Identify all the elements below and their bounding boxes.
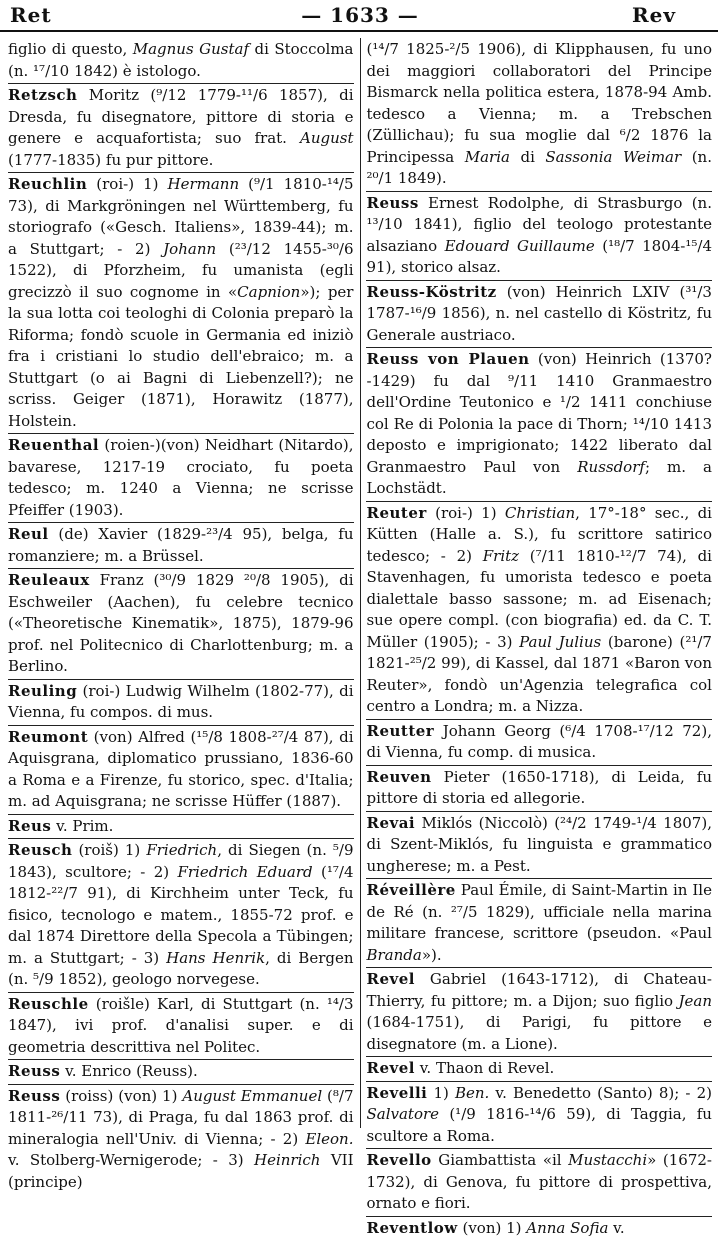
entry-headword: Reuss: [8, 1087, 60, 1105]
entry-headword: Reus: [8, 817, 51, 835]
entry-headword: Reumont: [8, 728, 88, 746]
entry-text: di Stoccolma (n. ¹⁷/10 1842) è istologo.: [8, 40, 353, 80]
entry-headword: Reusch: [8, 841, 72, 859]
entry-text: (roi-) 1): [427, 504, 505, 522]
entry-text: , di Bergen (n. ⁵/9 1852), geologo norvegese.: [8, 949, 354, 989]
italic-text: Hans Henrik: [166, 949, 265, 967]
entry-text: (⁸/7 1811-²⁶/11 73), di Praga, fu dal 1863 prof. di mineralogia nell'Univ. di Vienna; - 2): [8, 1087, 354, 1148]
entry-text: (roiš) 1): [72, 841, 146, 859]
entry-headword: Reuenthal: [8, 436, 99, 454]
entry-text: (⁷/11 1810-¹²/7 74), di Stavenhagen, fu umorista tedesco e poeta dialettale basso sassone; m. ad Eisenach; sue opere compl. (con biografia) ed. da C. T. Müller (1905); - 3): [366, 547, 712, 651]
dictionary-entry: [8, 679, 354, 725]
italic-text: Salvatore: [366, 1105, 439, 1123]
entry-text: (⁹/1 1810-¹⁴/5 73), di Markgröningen nel Württemberg, fu storiografo («Gesch. Italiens», 1839-44); m. a Stuttgart; - 2): [8, 175, 354, 258]
right-column: [366, 38, 712, 1128]
italic-text: Heinrich: [254, 1151, 320, 1169]
entry-text: »); per la sua lotta coi teologhi di Colonia preparò la Riforma; fondò scuole in Germania ed iniziò fra i cristiani lo studio dell'ebraico; m. a Stuttgart (o ai Bagni di Liebenzell?); ne scriss. Geiger (1871), Horawitz (1877), Holstein.: [8, 283, 354, 430]
dictionary-entry: [366, 1148, 712, 1216]
dictionary-entry: [366, 1216, 712, 1240]
entry-headword: Revelli: [366, 1084, 427, 1102]
entry-headword: Reuven: [366, 768, 431, 786]
page-number: — 1633 —: [8, 3, 712, 27]
entry-text: (roien-)(von) Neidhart (Nitardo), bavarese, 1217-19 crociato, fu poeta tedesco; m. 1240 a Vienna; ne scrisse Pfeiffer (1903).: [8, 436, 354, 519]
italic-text: Magnus Gustaf: [133, 40, 249, 58]
dictionary-entry: [366, 1081, 712, 1149]
entry-headword: Reuss: [8, 1062, 60, 1080]
entry-headword: Revel: [366, 970, 414, 988]
entry-text: v. Stolberg-Wernigerode; - 3): [8, 1151, 254, 1169]
entry-text: Moritz (⁹/12 1779-¹¹/6 1857), di Dresda, fu disegnatore, pittore di storia e genere e acquafortista; suo frat.: [8, 86, 354, 147]
entry-text: Ernest Rodolphe, di Strasburgo (n. ¹³/10 1841), figlio del teologo protestante alsaziano: [366, 194, 712, 255]
entry-headword: Retzsch: [8, 86, 77, 104]
entry-headword: Reuss-Köstritz: [366, 283, 496, 301]
left-column: [8, 38, 354, 1128]
entry-text: v. Prim.: [51, 817, 113, 835]
entry-text: , di Siegen (n. ⁵/9 1843), scultore; - 2): [8, 841, 354, 881]
entry-headword: Revello: [366, 1151, 431, 1169]
entry-text: Johann Georg (⁶/4 1708-¹⁷/12 72), di Vienna, fu comp. di musica.: [366, 722, 712, 762]
entry-text: Miklós (Niccolò) (²⁴/2 1749-¹/4 1807), di Szent-Miklós, fu linguista e grammatico ungherese; m. a Pest.: [366, 814, 712, 875]
dictionary-entry: [8, 38, 354, 83]
italic-text: Ben.: [455, 1084, 489, 1102]
entry-text: (de) Xavier (1829-²³/4 95), belga, fu romanziere; m. a Brüssel.: [8, 525, 354, 565]
dictionary-entry: [366, 1056, 712, 1081]
italic-text: Sassonia Weimar: [545, 148, 681, 166]
entry-text: Giambattista «il: [432, 1151, 569, 1169]
entry-headword: Revai: [366, 814, 415, 832]
entry-text: » (1672-1732), di Genova, fu pittore di prospettiva, ornato e fiori.: [366, 1151, 712, 1212]
italic-text: Friedrich Eduard: [177, 863, 312, 881]
dictionary-entry: [366, 501, 712, 719]
column-divider: [360, 38, 361, 1128]
dictionary-entry: [8, 83, 354, 172]
entry-headword: Reuschle: [8, 995, 89, 1013]
dictionary-entry: [366, 38, 712, 191]
italic-text: Fritz: [483, 547, 519, 565]
italic-text: August Emmanuel: [182, 1087, 322, 1105]
italic-text: Branda: [366, 946, 421, 964]
entry-text: (¹⁸/7 1804-¹⁵/4 91), storico alsaz.: [366, 237, 712, 277]
entry-headword: Réveillère: [366, 881, 455, 899]
entry-headword: Reuling: [8, 682, 77, 700]
italic-text: Johann: [163, 240, 216, 258]
entry-text: Gabriel (1643-1712), di Chateau-Thierry, fu pittore; m. a Dijon; suo figlio: [366, 970, 712, 1010]
italic-text: August: [300, 129, 353, 147]
italic-text: Mustacchi: [568, 1151, 647, 1169]
header-right-guide-word: Rev: [632, 3, 676, 27]
entry-headword: Reuchlin: [8, 175, 87, 193]
dictionary-entry: [366, 191, 712, 280]
italic-text: Christian: [505, 504, 575, 522]
entry-text: v. Thaon di Revel.: [415, 1059, 554, 1077]
entry-text: (von) Heinrich (1370?-1429) fu dal ⁹/11 1410 Granmaestro dell'Ordine Teutonico e ¹/2 1411 conchiuse col Re di Polonia la pace di Thorn; ¹⁴/10 1413 deposto e imprigionato; 1422 liberato dal Granmaestro Paul von: [366, 350, 712, 476]
italic-text: Maria: [465, 148, 510, 166]
dictionary-entry: [366, 347, 712, 501]
entry-text: (roišle) Karl, di Stuttgart (n. ¹⁴/3 1847), ivi prof. d'analisi super. e di geometria descrittiva nel Politec.: [8, 995, 354, 1056]
entry-text: Pieter (1650-1718), di Leida, fu pittore di storia ed allegorie.: [366, 768, 712, 808]
entry-text: (roiss) (von) 1): [60, 1087, 182, 1105]
entry-text: 1): [427, 1084, 455, 1102]
entry-text: Franz (³⁰/9 1829 ²⁰/8 1905), di Eschweiler (Aachen), fu celebre tecnico («Theoretische Kinematik», 1875), 1879-96 prof. nel Politecnico di Charlottenburg; m. a Berlino.: [8, 571, 354, 675]
entry-text: (roi-) 1): [87, 175, 167, 193]
columns: [8, 38, 712, 1128]
dictionary-entry: [366, 765, 712, 811]
header-left-guide-word: Ret: [10, 3, 52, 27]
dictionary-entry: [366, 719, 712, 765]
entry-headword: Revel: [366, 1059, 414, 1077]
dictionary-entry: [8, 522, 354, 568]
entry-text: (barone) (²¹/7 1821-²⁵/2 99), di Kassel, dal 1871 «Baron von Reuter», fondò un'Agenzia telegrafica col centro a Londra; m. a Nizza.: [366, 633, 712, 716]
entry-text: (¹⁷/4 1812-²²/7 91), di Kirchheim unter Teck, fu fisico, tecnologo e matem., 1855-72 prof. e dal 1874 Direttore della Specola a Tübingen; m. a Stuttgart; - 3): [8, 863, 354, 967]
entry-text: figlio di questo,: [8, 40, 133, 58]
entry-headword: Reuss: [366, 194, 418, 212]
entry-text: (1777-1835) fu pur pittore.: [8, 151, 213, 169]
entry-text: (1684-1751), di Parigi, fu pittore e disegnatore (m. a Lione).: [366, 1013, 712, 1053]
dictionary-entry: [366, 811, 712, 879]
dictionary-entry: [8, 568, 354, 679]
entry-text: VII (principe): [8, 1151, 354, 1191]
entry-text: (von) 1): [458, 1219, 527, 1237]
entry-text: Paul Émile, di Saint-Martin in Ile de Ré (n. ²⁷/5 1829), ufficiale nella marina militare francese, scrittore (pseudon. «Paul: [366, 881, 712, 942]
entry-text: , 17°-18° sec., di Kütten (Halle a. S.), fu scrittore satirico tedesco; - 2): [366, 504, 712, 565]
italic-text: Anna Sofia: [526, 1219, 608, 1237]
entry-text: v.: [608, 1219, 624, 1237]
italic-text: Friedrich: [146, 841, 217, 859]
dictionary-entry: [8, 1084, 354, 1195]
dictionary-entry: [8, 433, 354, 522]
entry-text: (²³/12 1455-³⁰/6 1522), di Pforzheim, fu umanista (egli grecizzò il suo cognome in «: [8, 240, 354, 301]
entry-text: (n. ²⁰/1 1849).: [366, 148, 712, 188]
entry-text: ; m. a Lochstädt.: [366, 458, 711, 498]
italic-text: Capnion: [237, 283, 300, 301]
italic-text: Jean: [678, 992, 712, 1010]
entry-text: (von) Alfred (¹⁵/8 1808-²⁷/4 87), di Aquisgrana, diplomatico prussiano, 1836-60 a Roma e a Firenze, fu storico, spec. d'Italia; m. ad Aquisgrana; ne scrisse Hüffer (1887).: [8, 728, 354, 811]
entry-text: v. Enrico (Reuss).: [60, 1062, 197, 1080]
entry-text: v. Benedetto (Santo) 8); - 2): [489, 1084, 712, 1102]
italic-text: Edouard Guillaume: [445, 237, 595, 255]
dictionary-entry: [8, 992, 354, 1060]
italic-text: Eleon.: [305, 1130, 353, 1148]
entry-text: (roi-) Ludwig Wilhelm (1802-77), di Vienna, fu compos. di mus.: [8, 682, 354, 722]
dictionary-entry: [8, 838, 354, 992]
entry-headword: Reul: [8, 525, 49, 543]
italic-text: Russdorf: [577, 458, 645, 476]
entry-text: di: [510, 148, 545, 166]
entry-text: (von) Heinrich LXIV (³¹/3 1787-¹⁶/9 1856), n. nel castello di Köstritz, fu Generale austriaco.: [366, 283, 712, 344]
dictionary-entry: [366, 878, 712, 967]
entry-text: (¹⁴/7 1825-²/5 1906), di Klipphausen, fu uno dei maggiori collaboratori del Principe Bismarck nella politica estera, 1878-94 Amb. tedesco a Vienna; m. a Trebschen (Züllichau); fu sua moglie dal ⁶/2 1876 la Principessa: [366, 40, 712, 166]
entry-headword: Reuss von Plauen: [366, 350, 529, 368]
entry-text: »).: [422, 946, 442, 964]
dictionary-entry: [8, 172, 354, 433]
entry-headword: Reuter: [366, 504, 426, 522]
entry-headword: Reutter: [366, 722, 434, 740]
dictionary-entry: [366, 280, 712, 348]
entry-headword: Reventlow: [366, 1219, 457, 1237]
entry-text: (¹/9 1816-¹⁴/6 59), di Taggia, fu scultore a Roma.: [366, 1105, 712, 1145]
dictionary-entry: [8, 725, 354, 814]
entry-headword: Reuleaux: [8, 571, 90, 589]
italic-text: Paul Julius: [519, 633, 601, 651]
dictionary-entry: [366, 967, 712, 1056]
italic-text: Hermann: [168, 175, 240, 193]
dictionary-entry: [8, 1059, 354, 1084]
header-rule: [0, 30, 718, 32]
dictionary-entry: [8, 814, 354, 839]
running-header: [8, 0, 712, 30]
